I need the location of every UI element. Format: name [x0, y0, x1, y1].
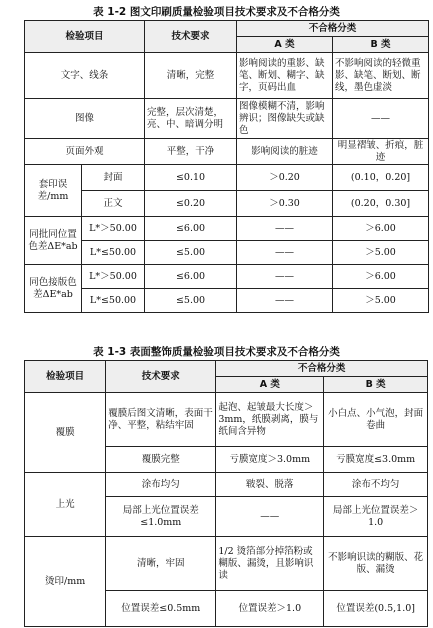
item-cell: 套印误差/mm — [25, 165, 82, 217]
table-row — [25, 53, 429, 99]
table-1-2 — [24, 20, 429, 313]
class-b-cell: 不影响识读的糊版、花版、漏烫 — [324, 537, 428, 591]
class-a-cell: 位置误差＞1.0 — [216, 591, 324, 627]
item-cell: 图像 — [25, 99, 145, 139]
header-class-b: B 类 — [324, 377, 428, 393]
requirement-cell: 清晰，完整 — [145, 53, 237, 99]
table-row — [25, 241, 429, 265]
class-b-cell: 明显褶皱、折痕，脏迹 — [333, 139, 429, 165]
class-b-cell: 局部上光位置误差＞1.0 — [324, 497, 428, 537]
class-b-cell: 涂布不均匀 — [324, 473, 428, 497]
class-b-cell: 不影响阅读的轻微重影、缺笔、断划、断线，墨色虚淡 — [333, 53, 429, 99]
sub-item-cell: L*≤50.00 — [82, 289, 145, 313]
requirement-cell: ≤6.00 — [145, 265, 237, 289]
class-b-cell: ＞6.00 — [333, 265, 429, 289]
table-1-3 — [24, 360, 428, 627]
table-row — [25, 393, 428, 447]
requirement-cell: ≤0.10 — [145, 165, 237, 191]
header-class-b: B 类 — [333, 37, 429, 53]
class-a-cell: 影响阅读的脏迹 — [237, 139, 333, 165]
sub-item-cell: L*≤50.00 — [82, 241, 145, 265]
requirement-cell: 涂布均匀 — [106, 473, 216, 497]
requirement-cell: 清晰，牢固 — [106, 537, 216, 591]
requirement-cell: ≤6.00 — [145, 217, 237, 241]
item-cell: 文字、线条 — [25, 53, 145, 99]
requirement-cell: 局部上光位置误差≤1.0mm — [106, 497, 216, 537]
class-a-cell: —— — [237, 265, 333, 289]
requirement-cell: ≤5.00 — [145, 289, 237, 313]
table-row — [25, 473, 428, 497]
class-a-cell: ＞0.20 — [237, 165, 333, 191]
header-requirement: 技术要求 — [106, 361, 216, 393]
item-cell: 覆膜 — [25, 393, 106, 473]
table-row — [25, 99, 429, 139]
class-b-cell: 小白点、小气泡，封面卷曲 — [324, 393, 428, 447]
class-a-cell: 起泡、起皱最大长度＞3mm，纸膜剥离，膜与纸间含异物 — [216, 393, 324, 447]
requirement-cell: 覆膜完整 — [106, 447, 216, 473]
class-b-cell: 亏膜宽度≤3.0mm — [324, 447, 428, 473]
header-class-a: A 类 — [237, 37, 333, 53]
header-unqualified: 不合格分类 — [216, 361, 428, 377]
table-1-3-caption: 表 1-3 表面整饰质量检验项目技术要求及不合格分类 — [93, 346, 340, 358]
item-cell: 页面外观 — [25, 139, 145, 165]
class-a-cell: 亏膜宽度＞3.0mm — [216, 447, 324, 473]
class-a-cell: 皲裂、脱落 — [216, 473, 324, 497]
header-unqualified: 不合格分类 — [237, 21, 429, 37]
class-b-cell: 位置误差(0.5,1.0] — [324, 591, 428, 627]
sub-item-cell: L*＞50.00 — [82, 265, 145, 289]
header-item: 检验项目 — [25, 361, 106, 393]
table-row — [25, 139, 429, 165]
table-1-2-caption: 表 1-2 图文印刷质量检验项目技术要求及不合格分类 — [93, 6, 340, 18]
table-row — [25, 217, 429, 241]
header-item: 检验项目 — [25, 21, 145, 53]
item-cell: 同批同位置色差ΔE*ab — [25, 217, 82, 265]
class-b-cell: ＞5.00 — [333, 289, 429, 313]
header-requirement: 技术要求 — [145, 21, 237, 53]
class-b-cell: (0.20，0.30] — [333, 191, 429, 217]
requirement-cell: 覆膜后图文清晰，表面干净、平整，粘结牢固 — [106, 393, 216, 447]
table-row — [25, 537, 428, 591]
class-b-cell: —— — [333, 99, 429, 139]
sub-item-cell: 封面 — [82, 165, 145, 191]
requirement-cell: 平整，干净 — [145, 139, 237, 165]
class-a-cell: ＞0.30 — [237, 191, 333, 217]
header-class-a: A 类 — [216, 377, 324, 393]
table-row — [25, 265, 429, 289]
table-row — [25, 289, 429, 313]
class-a-cell: —— — [216, 497, 324, 537]
class-a-cell: —— — [237, 217, 333, 241]
table-row — [25, 165, 429, 191]
class-b-cell: ＞5.00 — [333, 241, 429, 265]
item-cell: 上光 — [25, 473, 106, 537]
item-cell: 烫印/mm — [25, 537, 106, 627]
requirement-cell: 位置误差≤0.5mm — [106, 591, 216, 627]
class-a-cell: —— — [237, 289, 333, 313]
class-a-cell: —— — [237, 241, 333, 265]
class-a-cell: 1/2 烫箔部分掉箔粉或糊版、漏烫，且影响识读 — [216, 537, 324, 591]
class-a-cell: 影响阅读的重影、缺笔、断划、糊字、缺字，页码出血 — [237, 53, 333, 99]
item-cell: 同色接版色差ΔE*ab — [25, 265, 82, 313]
class-b-cell: ＞6.00 — [333, 217, 429, 241]
requirement-cell: ≤0.20 — [145, 191, 237, 217]
sub-item-cell: L*＞50.00 — [82, 217, 145, 241]
requirement-cell: 完整，层次清楚，亮、中、暗调分明 — [145, 99, 237, 139]
requirement-cell: ≤5.00 — [145, 241, 237, 265]
sub-item-cell: 正文 — [82, 191, 145, 217]
table-row — [25, 191, 429, 217]
class-a-cell: 图像模糊不清，影响辨识；图像缺失或缺色 — [237, 99, 333, 139]
class-b-cell: (0.10，0.20] — [333, 165, 429, 191]
